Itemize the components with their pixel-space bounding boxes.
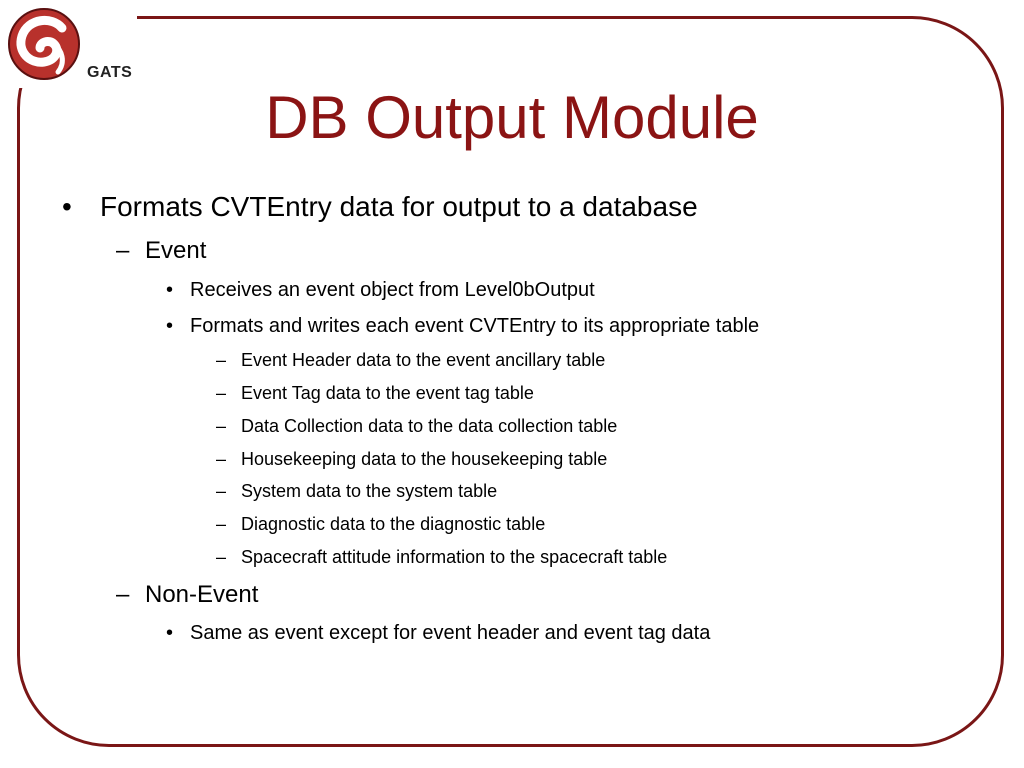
table-item: Housekeeping data to the housekeeping table xyxy=(241,449,608,469)
dash-marker: – xyxy=(216,383,227,403)
bullet-marker: • xyxy=(62,191,72,222)
dash-marker: – xyxy=(216,449,227,469)
non-event-heading: Non-Event xyxy=(145,581,259,608)
dash-marker: – xyxy=(216,514,227,534)
table-item: Event Tag data to the event tag table xyxy=(241,383,534,403)
slide-title: DB Output Module xyxy=(265,84,759,151)
dash-marker: – xyxy=(216,481,227,501)
dash-marker: – xyxy=(216,416,227,436)
main-bullet: Formats CVTEntry data for output to a database xyxy=(100,191,698,222)
table-item: Data Collection data to the data collection table xyxy=(241,416,618,436)
table-item: Event Header data to the event ancillary table xyxy=(241,350,606,370)
bullet-marker: • xyxy=(166,622,174,644)
table-item: System data to the system table xyxy=(241,481,498,501)
dash-marker: – xyxy=(116,237,130,264)
dash-marker: – xyxy=(216,547,227,567)
dash-marker: – xyxy=(216,350,227,370)
non-event-item: Same as event except for event header and event tag data xyxy=(190,622,711,644)
dash-marker: – xyxy=(116,581,130,608)
bullet-marker: • xyxy=(166,279,174,301)
event-heading: Event xyxy=(145,237,207,264)
event-item: Formats and writes each event CVTEntry to its appropriate table xyxy=(190,315,760,337)
event-item: Receives an event object from Level0bOutput xyxy=(190,279,595,301)
logo-text: GATS xyxy=(87,64,133,81)
table-item: Diagnostic data to the diagnostic table xyxy=(241,514,546,534)
bullet-marker: • xyxy=(166,315,174,337)
table-item: Spacecraft attitude information to the spacecraft table xyxy=(241,547,668,567)
